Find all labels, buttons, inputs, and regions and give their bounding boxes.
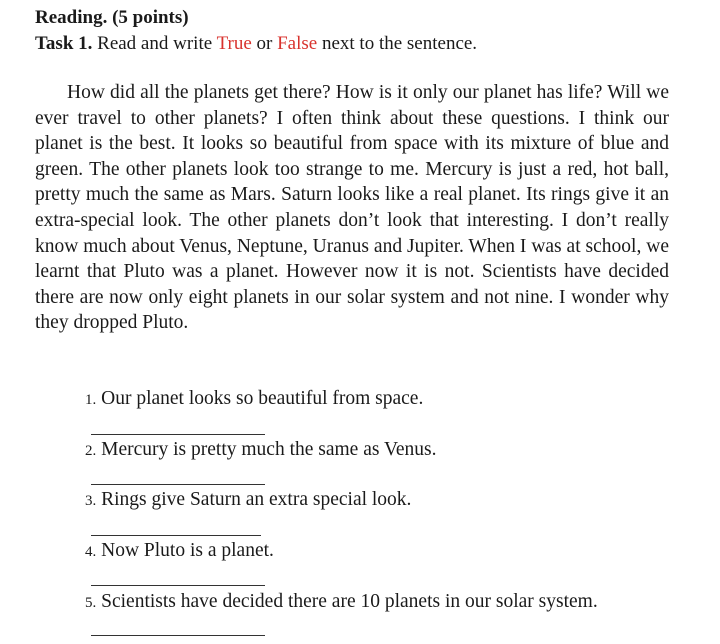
question-number: 4. [85,544,97,560]
reading-passage: How did all the planets get there? How is it only our planet has life? Will we ever travel to other planets? I often think about these questions. I think our planet is the best. It looks so beautiful from space with its mixture of blue and green. The other planets look too strange to me. Mercury is just a red, hot ball, pretty much the same as Mars. Saturn looks like a real planet. Its rings give it an extra-special look. The other planets don’t look that interesting. I don’t really know much about Venus, Neptune, Uranus and Jupiter. When I was at school, we learnt that Pluto was a planet. However now it is not. Scientists have decided there are now only eight planets in our solar system and not nine. I wonder why they dropped Pluto. [35,82,669,334]
task-instruction [35,32,477,56]
question-text: Rings give Saturn an extra special look. [96,489,412,510]
instruction-text-start: Read and write [92,33,217,54]
question-1 [85,387,423,412]
instruction-or: or [251,33,278,54]
question-text: Mercury is pretty much the same as Venus. [96,439,437,460]
question-number: 2. [85,443,97,459]
question-text: Scientists have decided there are 10 planets in our solar system. [96,591,598,612]
instruction-text-end: next to the sentence. [317,33,478,54]
question-text: Now Pluto is a planet. [96,540,274,561]
question-number: 1. [85,392,97,408]
answer-blank-2[interactable] [91,484,265,485]
question-3 [85,488,411,513]
question-2 [85,438,437,463]
question-4 [85,539,274,564]
word-true: True [216,33,252,54]
answer-blank-3[interactable] [91,535,261,536]
question-number: 5. [85,595,97,611]
answer-blank-4[interactable] [91,585,265,586]
question-number: 3. [85,493,97,509]
question-5 [85,590,598,615]
answer-blank-5[interactable] [91,635,265,636]
question-text: Our planet looks so beautiful from space. [96,388,424,409]
task-label: Task 1. [35,33,93,54]
answer-blank-1[interactable] [91,434,265,435]
word-false: False [277,33,318,54]
section-heading: Reading. (5 points) [35,7,189,28]
